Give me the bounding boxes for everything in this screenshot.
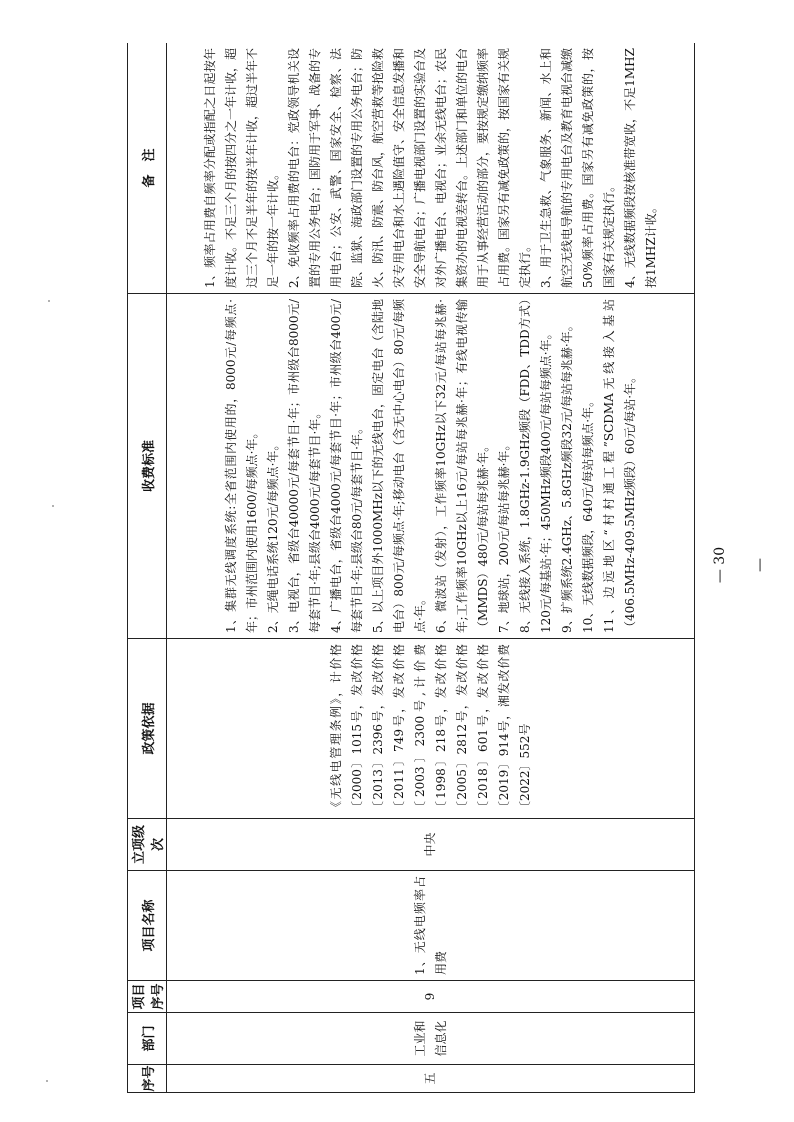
cell-standard xyxy=(167,294,695,639)
header-notes: 备 注 xyxy=(128,43,167,294)
table-row xyxy=(167,43,695,1093)
standard-line: 5、以上项目外1000MHz以下的无线电台，固定电台（含陆地电台）800元/每频点·年;移动电台（含无中心电台）80元/每频点·年。 xyxy=(370,299,427,633)
fee-table xyxy=(127,43,695,1093)
standard-line: 10、无线数据频段，640元/每站每频点·年。 xyxy=(580,394,595,633)
cell-policy: 《无线电管理条例》，计价格〔2000〕1015号，发改价格〔2013〕2396号，发改价格〔2011〕749号，发改价格〔2003〕2300号,计价费〔1998〕218号，发改价格〔2005〕2812号，发改价格〔2018〕601号，发改价格〔2019〕914号，湘发改价费〔2022〕552号 xyxy=(167,639,695,819)
header-item-name: 项目名称 xyxy=(128,871,167,981)
scan-speck xyxy=(52,505,54,507)
header-policy: 政策依据 xyxy=(128,639,167,819)
header-item-seq: 项目序号 xyxy=(128,981,167,1013)
note-line: 1、频率占用费自频率分配或指配之日起按年度计收。不足三个月的按四分之一年计收，超过三个月不足半年的按半年计收，超过半年不足一年的按一年计收。 xyxy=(202,47,280,288)
standard-line: 8、无线接入系统，1.8GHz-1.9GHz频段（FDD、TDD方式）120元/每基站·年；450MHz频段400元/每站每频点·年。 xyxy=(517,299,553,633)
note-line: 4、无线数据频段按核准带宽收，不足1MHZ按1MHZ计收。 xyxy=(622,48,658,288)
scan-speck xyxy=(48,300,50,302)
header-seq: 序号 xyxy=(128,1065,167,1093)
note-line: 2、免收频率占用费的电台：党政领导机关设置的专用公务电台；国防用于军事、战备的专用电台；公安、武警、国家安全、检察、法院、监狱、海政部门设置的专用公务电台；防火、防汛、防震、防台风，航空营救等抢险救灾专用电台和水上遇险值守、安全信息发播和安全导航电台；广播电视部门设置的实验台及对外广播电台、电视台；业余无线电台；农民集资办的电视差转台。上述部门和单位的电台用于从事经营活动的部分，要按规定缴纳频率占用费。国家另有减免政策的，按国家有关规定执行。 xyxy=(286,47,532,288)
standard-line: 11、边远地区“村村通工程”SCDMA无线接入基站（406.5MHz-409.5MHz频段）60元/每站·年。 xyxy=(601,299,637,633)
rotated-table-frame xyxy=(127,43,695,1093)
landscape-page xyxy=(127,43,695,1093)
standard-line: 2、无绳电话系统120元/每频点·年。 xyxy=(265,438,280,633)
standard-line: 9、扩频系统2.4GHz、5.8GHz频段32元/每站每兆赫·年。 xyxy=(559,319,574,633)
note-line: 3、用于卫生急救、气象服务、新闻、水上和航空无线电导航的专用电台及教育电视台减缴50%频率占用费。国家另有减免政策的，按国家有关规定执行。 xyxy=(538,47,616,288)
scan-speck xyxy=(46,1080,48,1082)
cell-notes xyxy=(167,43,695,294)
standard-line: 4、广播电台，省级台4000元/每套节目·年；市州级台400元/每套节目·年;县级台80元/每套节目·年。 xyxy=(328,299,364,633)
standard-line: 7、地球站，200元/每站每兆赫·年。 xyxy=(496,438,511,633)
cell-level: 中央 xyxy=(167,819,695,871)
standard-line: 6、微波站（发射），工作频率10GHz以下32元/每站每兆赫·年;工作频率10GHz以上16元/每站每兆赫·年；有线电视传输（MMDS）480元/每站每兆赫·年。 xyxy=(433,299,490,633)
standard-line: 3、电视台，省级台40000元/每套节目·年；市州级台8000元/每套节目·年;县级台4000元/每套节目·年。 xyxy=(286,299,322,633)
header-dept: 部门 xyxy=(128,1013,167,1065)
standard-line: 1、集群无线调度系统:全省范围内使用的，8000元/每频点·年；市州范围内使用1600/每频点·年。 xyxy=(223,299,259,633)
header-standard: 收费标准 xyxy=(128,294,167,639)
cell-seq: 五 xyxy=(167,1065,695,1093)
header-level: 立项级次 xyxy=(128,819,167,871)
page-number: — 30 — xyxy=(712,546,768,584)
cell-item-seq: 9 xyxy=(167,981,695,1013)
cell-item-name: 1、无线电频率占用费 xyxy=(167,871,695,981)
cell-dept: 工业和信息化 xyxy=(167,1013,695,1065)
table-header-row xyxy=(128,43,167,1093)
